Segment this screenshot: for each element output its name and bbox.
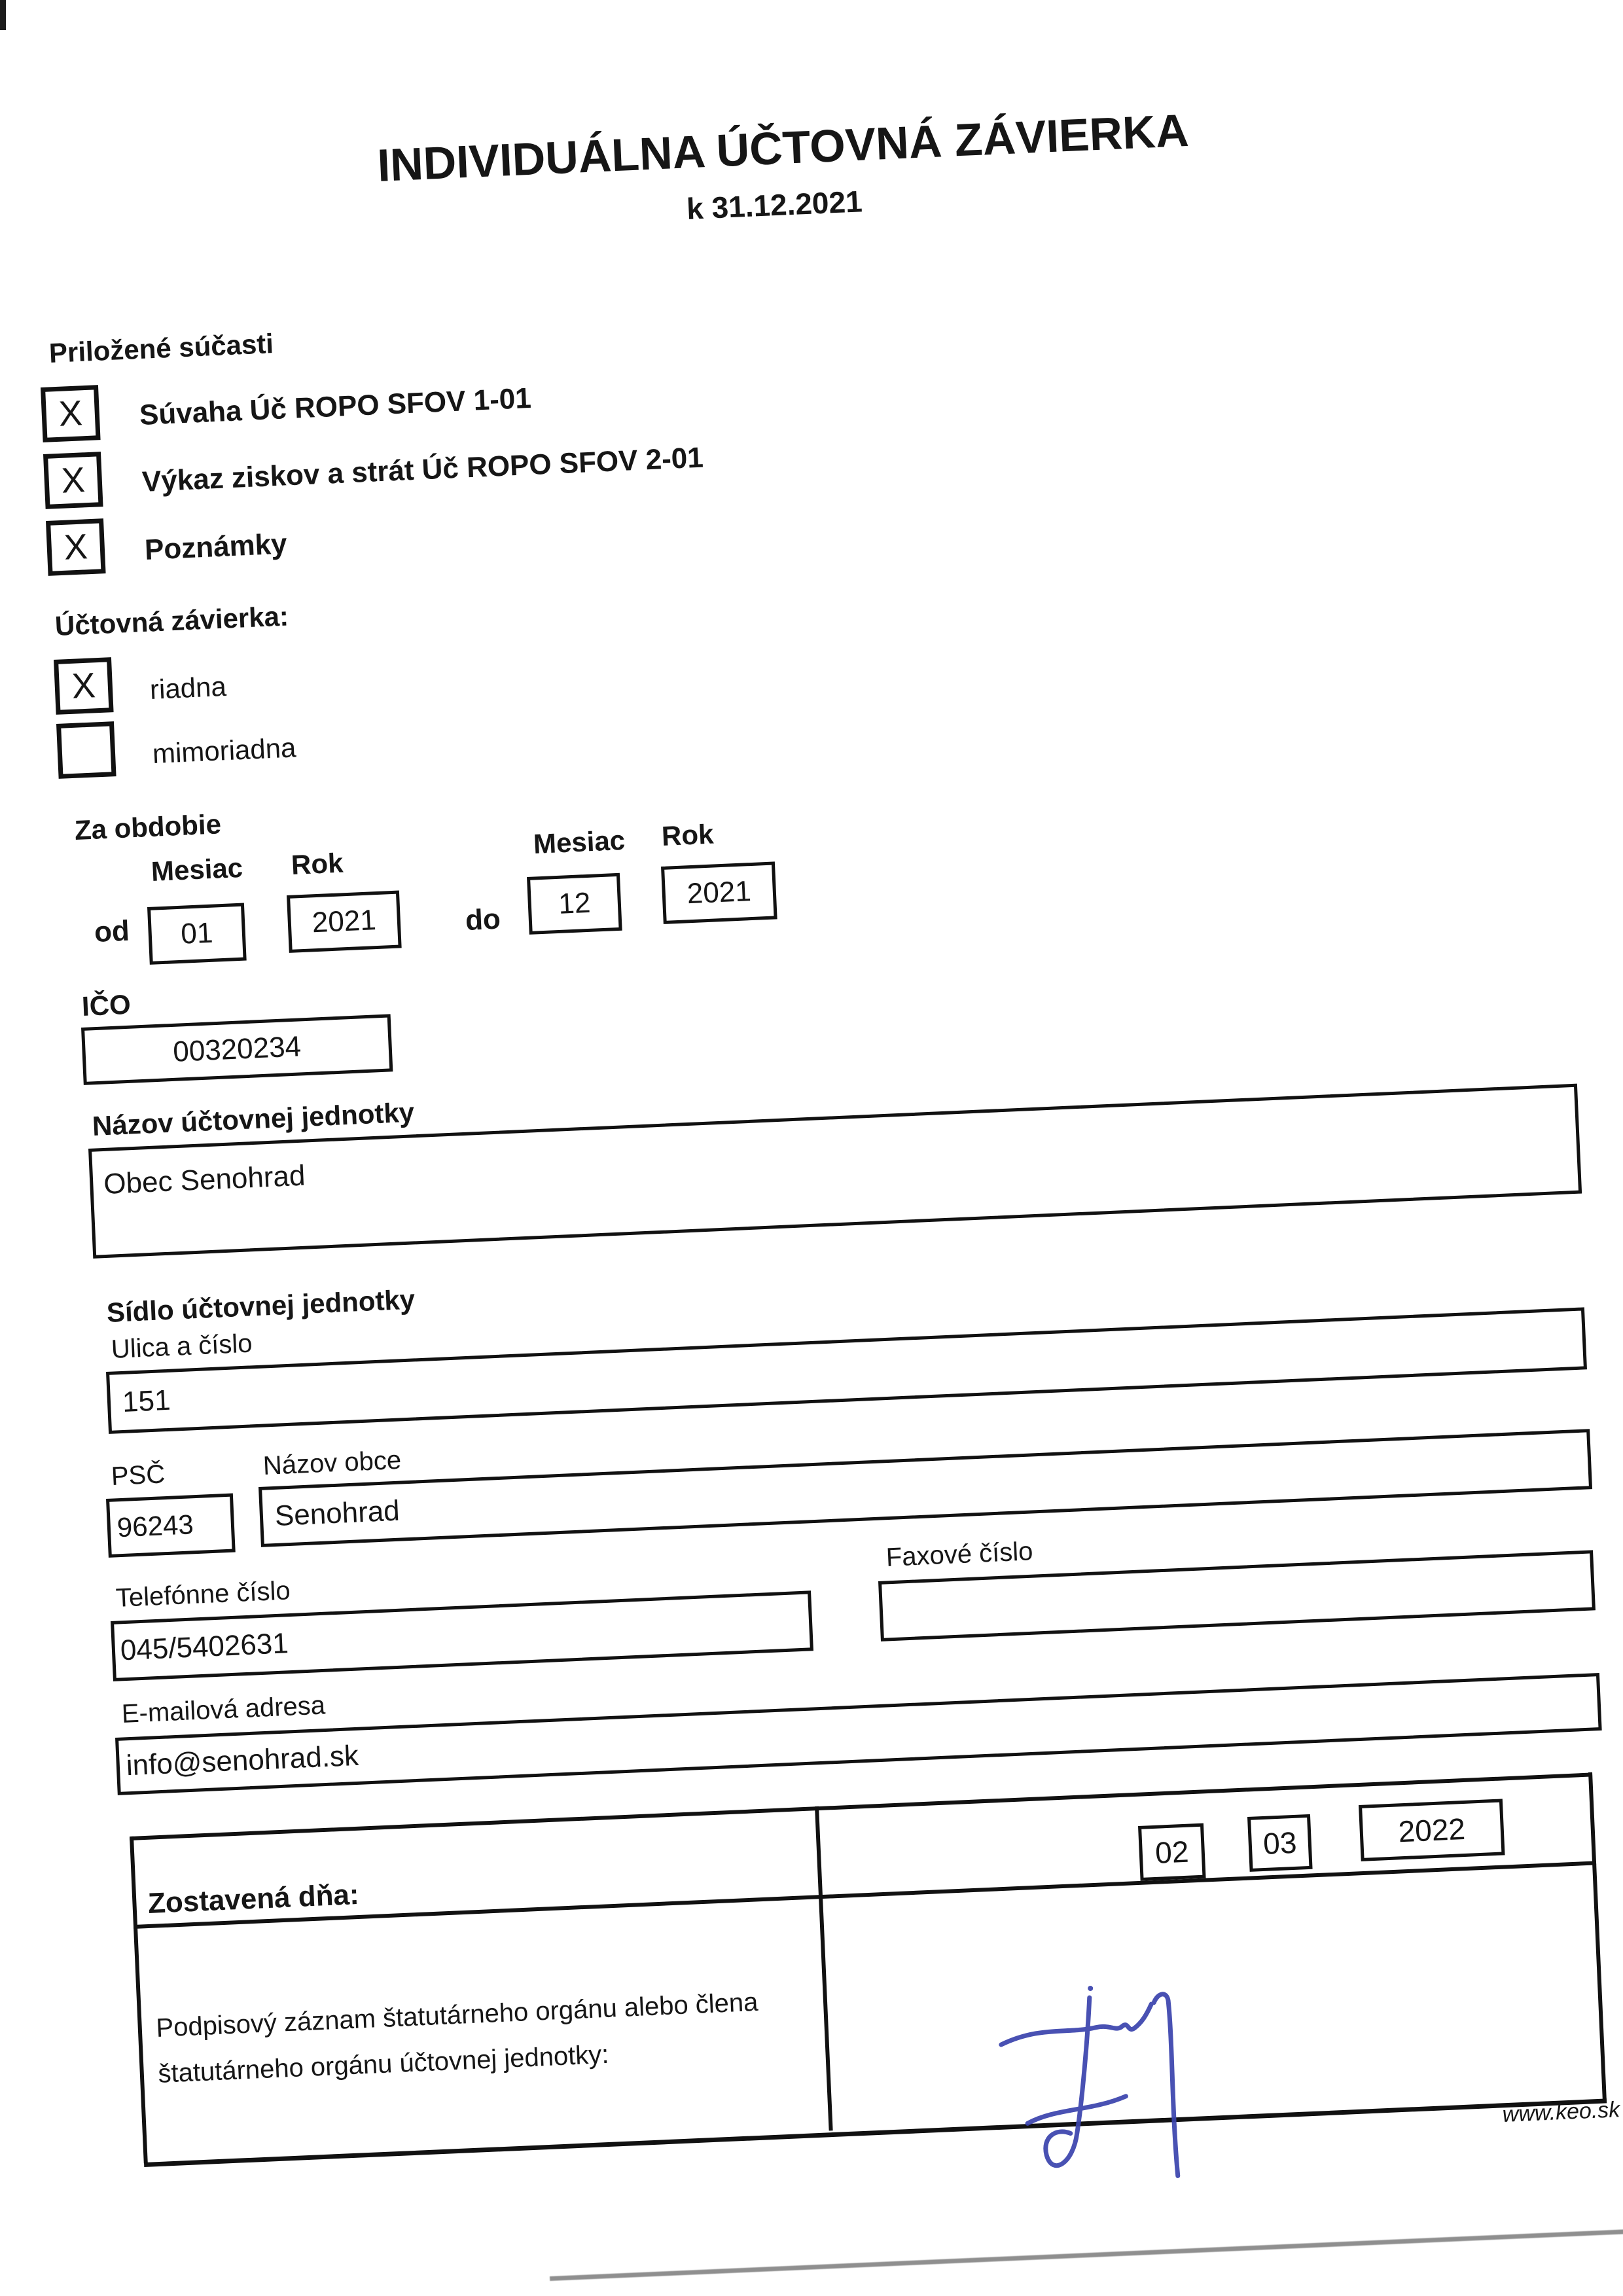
checkbox-x-mark: X xyxy=(63,527,89,567)
signatory-label-line1: Podpisový záznam štatutárneho orgánu alebo člena xyxy=(155,1987,759,2043)
checkbox-x-mark: X xyxy=(60,460,86,501)
ico-field[interactable] xyxy=(81,1014,393,1085)
street-field[interactable] xyxy=(106,1307,1587,1434)
compiled-date-year-value: 2022 xyxy=(1397,1811,1467,1849)
city-value: Senohrad xyxy=(274,1494,401,1532)
closing-type-heading: Účtovná závierka: xyxy=(54,600,289,641)
phone-label: Telefónne číslo xyxy=(115,1576,291,1613)
signatory-label xyxy=(155,1979,761,2097)
compiled-date-day-value: 02 xyxy=(1154,1834,1190,1870)
compiled-date-month-field[interactable] xyxy=(1247,1814,1313,1872)
keo-footer-text: www.keo.sk xyxy=(1502,2097,1620,2127)
ico-value: 00320234 xyxy=(172,1030,302,1068)
period-from-year-value: 2021 xyxy=(311,904,377,939)
period-heading: Za obdobie xyxy=(74,808,222,846)
attachment-label-suvaha: Súvaha Úč ROPO SFOV 1-01 xyxy=(139,382,532,431)
checkbox-vykaz[interactable] xyxy=(43,452,103,509)
entity-name-value: Obec Senohrad xyxy=(103,1159,306,1201)
city-label: Názov obce xyxy=(262,1445,402,1480)
table-right-border xyxy=(1588,1772,1607,2100)
phone-value: 045/5402631 xyxy=(119,1627,289,1667)
street-label: Ulica a číslo xyxy=(111,1329,253,1364)
signatory-label-line2: štatutárneho orgánu účtovnej jednotky: xyxy=(157,2039,610,2089)
period-to-month-value: 12 xyxy=(558,886,592,920)
period-from-year-label: Rok xyxy=(291,847,344,880)
closing-option-label-riadna: riadna xyxy=(149,670,227,705)
attachments-heading: Priložené súčasti xyxy=(48,328,274,368)
city-field[interactable] xyxy=(259,1429,1592,1547)
period-from-month-field[interactable] xyxy=(147,903,247,965)
period-from-month-value: 01 xyxy=(180,916,214,950)
checkbox-x-mark: X xyxy=(58,393,84,434)
page-subtitle: k 31.12.2021 xyxy=(686,184,863,226)
address-heading: Sídlo účtovnej jednotky xyxy=(106,1283,416,1328)
scan-paper-edge xyxy=(550,2229,1623,2281)
period-to-month-field[interactable] xyxy=(527,873,622,935)
zip-field[interactable] xyxy=(106,1494,236,1558)
signature xyxy=(985,1964,1217,2199)
period-to-year-field[interactable] xyxy=(661,861,777,924)
email-value: info@senohrad.sk xyxy=(125,1739,359,1782)
attachment-label-poznamky: Poznámky xyxy=(144,528,288,566)
checkbox-suvaha[interactable] xyxy=(41,385,101,442)
email-label: E-mailová adresa xyxy=(121,1691,326,1729)
table-bottom-border xyxy=(144,2098,1607,2167)
compiled-date-day-field[interactable] xyxy=(1138,1823,1206,1881)
checkbox-mimoriadna[interactable] xyxy=(56,721,116,779)
entity-name-label: Názov účtovnej jednotky xyxy=(92,1096,416,1141)
checkbox-poznamky[interactable] xyxy=(46,518,106,576)
fax-label: Faxové číslo xyxy=(885,1537,1034,1572)
compiled-date-month-value: 03 xyxy=(1262,1825,1298,1861)
table-column-divider xyxy=(815,1806,833,2131)
period-to-month-label: Mesiac xyxy=(533,824,626,859)
attachment-label-vykaz: Výkaz ziskov a strát Úč ROPO SFOV 2-01 xyxy=(141,441,704,498)
zip-value: 96243 xyxy=(116,1509,194,1543)
compiled-date-label: Zostavená dňa: xyxy=(147,1878,360,1920)
period-from-label: od xyxy=(94,914,130,948)
period-to-year-value: 2021 xyxy=(686,875,752,910)
email-field[interactable] xyxy=(115,1673,1602,1795)
period-from-month-label: Mesiac xyxy=(151,852,244,887)
checkbox-riadna[interactable] xyxy=(54,657,114,715)
period-from-year-field[interactable] xyxy=(287,890,402,952)
scan-edge-mark xyxy=(0,0,6,30)
checkbox-x-mark: X xyxy=(71,666,97,706)
street-value: 151 xyxy=(121,1384,171,1418)
zip-label: PSČ xyxy=(111,1460,166,1491)
closing-option-label-mimoriadna: mimoriadna xyxy=(152,732,297,769)
period-to-year-label: Rok xyxy=(661,818,715,852)
table-left-border xyxy=(130,1837,148,2164)
ico-label: IČO xyxy=(81,988,132,1022)
compiled-date-year-field[interactable] xyxy=(1359,1799,1505,1861)
period-to-label: do xyxy=(465,903,501,937)
page-title: INDIVIDUÁLNA ÚČTOVNÁ ZÁVIERKA xyxy=(376,104,1190,191)
